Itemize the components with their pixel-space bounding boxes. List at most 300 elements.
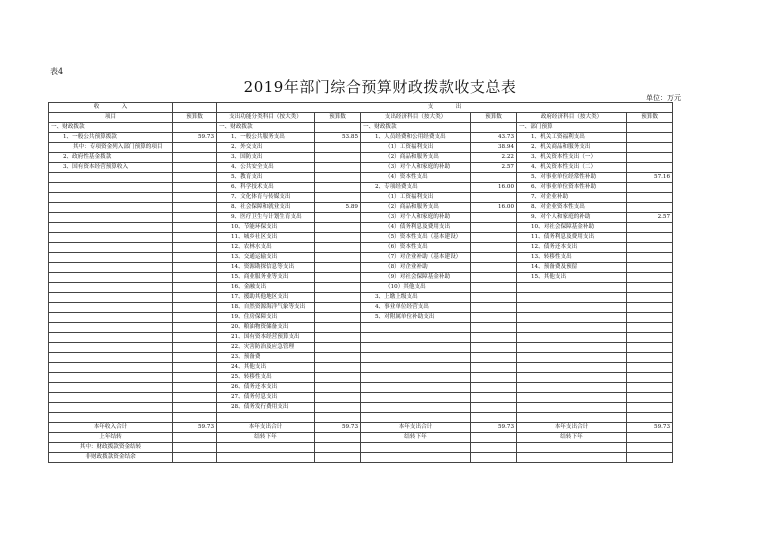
gov-item-amount [627,143,673,153]
empty-cell [49,303,173,313]
func-item-amount [315,383,361,393]
func-item-amount [315,253,361,263]
empty-cell [627,393,673,403]
func-item-name: 15、商业服务业等支出 [217,273,315,283]
empty-cell [471,333,517,343]
gov-item-name: 4、机关资本性支出（二） [517,163,627,173]
econ-item-name: （1）工资福利支出 [361,193,471,203]
col-budget: 预算数 [173,113,217,123]
econ-item-name: （7）对企业补助（基本建设） [361,253,471,263]
gov-item-name: 9、对个人和家庭的补助 [517,213,627,223]
empty-cell [173,393,217,403]
func-item-name: 16、金融支出 [217,283,315,293]
econ-item-amount [471,213,517,223]
empty-cell [361,383,471,393]
empty-cell [517,333,627,343]
empty-cell [173,293,217,303]
table-row [49,253,673,263]
gov-item-amount [627,153,673,163]
econ-item-name: （3）对个人和家庭的补助 [361,213,471,223]
table-row [49,273,673,283]
empty-cell [173,343,217,353]
expense-header: 支 出 [217,103,673,113]
col-gov: 政府经济科目（按大类） [517,113,627,123]
econ-total-amount: 59.73 [471,423,517,433]
econ-item-amount [471,263,517,273]
empty-cell [471,413,517,423]
econ-item-amount [471,173,517,183]
econ-item-amount: 16.00 [471,183,517,193]
gov-item-amount [627,163,673,173]
empty-cell [173,413,217,423]
func-item-amount [315,213,361,223]
func-item-amount [315,313,361,323]
income-item-name: 1、一般公共预算拨款 [49,133,173,143]
func-item-name: 13、交通运输支出 [217,253,315,263]
empty-cell [517,383,627,393]
table-row [49,133,673,143]
empty-cell [49,213,173,223]
col-budget: 预算数 [315,113,361,123]
empty-cell [517,393,627,403]
econ-item-amount [471,283,517,293]
empty-cell [173,303,217,313]
func-item-amount [315,323,361,333]
unit-label: 单位：万元 [646,94,681,102]
table-row [49,413,673,423]
empty-cell [361,403,471,413]
empty-cell [627,333,673,343]
gov-item-name: 13、转移性支出 [517,253,627,263]
func-item-amount [315,163,361,173]
empty-cell [49,193,173,203]
empty-cell [49,313,173,323]
empty-cell [217,413,315,423]
empty-cell [49,253,173,263]
func-item-name: 6、科学技术支出 [217,183,315,193]
econ-item-name: （1）工资福利支出 [361,143,471,153]
func-carry-out-label: 结转下年 [217,433,315,443]
gov-item-amount [627,203,673,213]
gov-item-name: 8、对企业资本性支出 [517,203,627,213]
econ-item-name: （5）资本性支出（基本建设） [361,233,471,243]
empty-cell [173,333,217,343]
gov-total-label: 本年支出合计 [517,423,627,433]
econ-item-amount: 2.57 [471,163,517,173]
func-item-name: 5、教育支出 [217,173,315,183]
empty-cell [471,383,517,393]
header-row-top [49,103,673,113]
table-row [49,393,673,403]
table-row [49,383,673,393]
gov-item-name: 1、机关工资福利支出 [517,133,627,143]
func-item-name: 1、一般公共服务支出 [217,133,315,143]
gov-item-name: 2、机关商品和服务支出 [517,143,627,153]
gov-item-amount [627,183,673,193]
empty-cell [361,343,471,353]
income-item-amount [173,143,217,153]
empty-cell [173,353,217,363]
carry-row [49,433,673,443]
econ-item-name: 1、人员经费和公用经费支出 [361,133,471,143]
func-item-name: 8、社会保障和就业支出 [217,203,315,213]
gov-item-name: 7、对企业补助 [517,193,627,203]
func-item-name: 24、其他支出 [217,363,315,373]
func-item-amount [315,283,361,293]
table-row [49,183,673,193]
empty-cell [49,263,173,273]
empty-cell [627,363,673,373]
table-row [49,323,673,333]
empty-cell [173,173,217,183]
empty-cell [517,293,627,303]
empty-cell [49,333,173,343]
func-item-name: 12、农林水支出 [217,243,315,253]
func-item-name: 19、住房保障支出 [217,313,315,323]
gov-item-amount: 2.57 [627,213,673,223]
func-item-name: 20、粮油物资储备支出 [217,323,315,333]
empty-cell [49,243,173,253]
empty-cell [49,353,173,363]
func-item-name: 7、文化体育与传媒支出 [217,193,315,203]
econ-item-name: （4）资本性支出 [361,173,471,183]
empty-cell [49,233,173,243]
gov-carry-out-label: 结转下年 [517,433,627,443]
func-item-amount [315,343,361,353]
empty-cell [173,193,217,203]
empty-cell [173,233,217,243]
col-budget: 预算数 [471,113,517,123]
econ-item-name: （9）对社会保障基金补助 [361,273,471,283]
func-item-name: 21、国有资本经营预算支出 [217,333,315,343]
carry-in-label: 上年结转 [49,433,173,443]
func-item-name: 10、节能环保支出 [217,223,315,233]
col-item: 项目 [49,113,173,123]
econ-item-name: （2）商品和服务支出 [361,153,471,163]
empty-cell [315,413,361,423]
empty-cell [517,343,627,353]
table-number: 表4 [50,67,64,76]
empty-cell [627,383,673,393]
table-row [49,173,673,183]
empty-cell [173,383,217,393]
func-item-amount [315,263,361,273]
table-row [49,243,673,253]
func-item-amount [315,363,361,373]
empty-cell [517,303,627,313]
table-row [49,353,673,363]
func-item-name: 18、自然资源海洋气象等支出 [217,303,315,313]
econ-item-amount [471,253,517,263]
econ-item-amount: 43.73 [471,133,517,143]
econ-item-amount [471,243,517,253]
income-item-amount [173,153,217,163]
table-row [49,333,673,343]
func-item-name: 14、资源勘探信息等支出 [217,263,315,273]
func-item-name: 9、医疗卫生与计划生育支出 [217,213,315,223]
func-item-name: 23、预备费 [217,353,315,363]
income-item-amount [173,123,217,133]
table-row [49,363,673,373]
econ-item-name: （4）债务利息及费用支出 [361,223,471,233]
econ-item-name: （3）对个人和家庭的补助 [361,163,471,173]
table-row [49,403,673,413]
func-item-name: 22、灾害防治及应急管理 [217,343,315,353]
econ-carry-out-label: 结转下年 [361,433,471,443]
empty-cell [49,383,173,393]
carry-in-fin-label: 其中：财政拨款资金结转 [49,443,173,453]
empty-cell [49,343,173,353]
econ-item-amount [471,313,517,323]
gov-item-amount [627,193,673,203]
empty-cell [49,413,173,423]
col-func: 支出功能分类科目（按大类） [217,113,315,123]
empty-cell [471,403,517,413]
carry-in-nonfin-label: 非财政拨款资金结余 [49,453,173,463]
gov-item-amount [627,123,673,133]
func-item-amount [315,243,361,253]
income-header: 收 入 [49,103,173,113]
empty-cell [627,313,673,323]
empty-cell [517,373,627,383]
gov-item-name: 14、预备费及预留 [517,263,627,273]
func-item-amount [315,173,361,183]
empty-cell [49,223,173,233]
empty-cell [627,293,673,303]
empty-cell [173,223,217,233]
gov-item-amount [627,133,673,143]
income-item-name: 2、政府性基金拨款 [49,153,173,163]
table-row [49,223,673,233]
empty-cell [173,253,217,263]
gov-item-name: 12、债务还本支出 [517,243,627,253]
func-item-amount [315,183,361,193]
econ-item-name: 2、专项经费支出 [361,183,471,193]
empty-cell [361,363,471,373]
econ-item-amount: 2.22 [471,153,517,163]
econ-item-name: 3、上缴上级支出 [361,293,471,303]
empty-cell [627,373,673,383]
empty-cell [627,403,673,413]
empty-cell [517,283,627,293]
econ-item-amount: 38.94 [471,143,517,153]
func-item-amount [315,193,361,203]
func-item-name: 27、债务付息支出 [217,393,315,403]
func-item-name: 一、财政拨款 [217,123,315,133]
table-row [49,263,673,273]
func-item-amount [315,153,361,163]
econ-item-name: 4、事业单位经营支出 [361,303,471,313]
table-row [49,233,673,243]
econ-item-name: 一、财政拨款 [361,123,471,133]
table-row [49,143,673,153]
budget-table [48,102,673,463]
econ-item-name: （8）对企业补助 [361,263,471,273]
gov-item-name: 3、机关资本性支出（一） [517,153,627,163]
econ-item-name: （2）商品和服务支出 [361,203,471,213]
page-title: 2019年部门综合预算财政拨款收支总表 [243,78,517,96]
empty-cell [627,323,673,333]
carry-nonfin-row [49,453,673,463]
empty-cell [49,373,173,383]
gov-item-amount [627,273,673,283]
func-item-name: 28、债务发行费用支出 [217,403,315,413]
empty-cell [361,323,471,333]
econ-item-name: （6）资本性支出 [361,243,471,253]
empty-cell [173,373,217,383]
empty-cell [49,393,173,403]
empty-cell [173,203,217,213]
empty-cell [361,393,471,403]
table-row [49,303,673,313]
empty-cell [627,413,673,423]
gov-item-name: 15、其他支出 [517,273,627,283]
empty-cell [471,353,517,363]
empty-cell [471,323,517,333]
table-row [49,213,673,223]
func-item-name: 2、外交支出 [217,143,315,153]
empty-cell [517,363,627,373]
empty-cell [361,373,471,383]
table-row [49,163,673,173]
empty-cell [173,213,217,223]
func-item-amount [315,373,361,383]
empty-cell [173,263,217,273]
gov-item-amount [627,243,673,253]
table-row [49,123,673,133]
empty-cell [517,313,627,323]
gov-total-amount: 59.73 [627,423,673,433]
table-row [49,343,673,353]
totals-row [49,423,673,433]
empty-cell [173,313,217,323]
empty-cell [49,323,173,333]
empty-cell [49,283,173,293]
empty-cell [517,403,627,413]
gov-item-name: 11、债务利息及费用支出 [517,233,627,243]
gov-item-name: 10、对社会保障基金补助 [517,223,627,233]
col-econ: 支出经济科目（按大类） [361,113,471,123]
empty-cell [173,183,217,193]
empty-cell [49,173,173,183]
econ-item-amount [471,273,517,283]
econ-item-amount [471,293,517,303]
gov-item-name: 6、对事业单位资本性补助 [517,183,627,193]
func-total-amount: 59.73 [315,423,361,433]
empty-cell [49,293,173,303]
func-item-amount [315,303,361,313]
econ-item-name: （10）其他支出 [361,283,471,293]
econ-item-amount [471,123,517,133]
empty-cell [627,353,673,363]
empty-cell [173,273,217,283]
gov-item-amount [627,263,673,273]
func-item-amount [315,273,361,283]
econ-item-name: 5、对附属单位补助支出 [361,313,471,323]
empty-cell [471,373,517,383]
gov-item-amount: 57.16 [627,173,673,183]
econ-item-amount [471,303,517,313]
empty-cell [49,183,173,193]
func-item-amount [315,123,361,133]
header-row-columns [49,113,673,123]
table-row [49,283,673,293]
empty-cell [49,363,173,373]
func-total-label: 本年支出合计 [217,423,315,433]
empty-cell [627,283,673,293]
gov-item-amount [627,223,673,233]
empty-cell [173,403,217,413]
empty-cell [49,403,173,413]
table-row [49,203,673,213]
empty-cell [517,413,627,423]
func-item-name: 25、转移性支出 [217,373,315,383]
func-item-amount: 53.85 [315,133,361,143]
gov-item-amount [627,253,673,263]
empty-cell [173,363,217,373]
func-item-amount [315,143,361,153]
empty-cell [173,243,217,253]
empty-cell [361,413,471,423]
carry-fin-row [49,443,673,453]
empty-cell [517,323,627,333]
func-item-name: 4、公共安全支出 [217,163,315,173]
empty-cell [49,273,173,283]
func-item-amount [315,333,361,343]
econ-item-amount [471,233,517,243]
empty-cell [471,343,517,353]
func-item-amount [315,393,361,403]
empty-cell [173,283,217,293]
func-item-name: 11、城乡社区支出 [217,233,315,243]
income-item-name: 其中：专项资金列入部门预算的项目 [49,143,173,153]
empty-cell [471,393,517,403]
func-item-amount [315,403,361,413]
func-item-name: 3、国防支出 [217,153,315,163]
func-item-amount [315,353,361,363]
func-item-amount: 5.89 [315,203,361,213]
table-row [49,193,673,203]
empty-cell [627,303,673,313]
income-total-amount: 59.73 [173,423,217,433]
gov-item-name: 一、部门预算 [517,123,627,133]
func-item-amount [315,233,361,243]
empty-cell [173,323,217,333]
func-item-name: 26、债务还本支出 [217,383,315,393]
econ-total-label: 本年支出合计 [361,423,471,433]
income-item-amount: 59.73 [173,133,217,143]
func-item-name: 17、援助其他地区支出 [217,293,315,303]
empty-cell [471,363,517,373]
table-row [49,313,673,323]
func-item-amount [315,223,361,233]
empty-cell [361,353,471,363]
col-budget: 预算数 [627,113,673,123]
empty-cell [517,353,627,363]
table-row [49,373,673,383]
income-item-name: 3、国有资本经营预算收入 [49,163,173,173]
gov-item-amount [627,233,673,243]
econ-item-amount [471,223,517,233]
econ-item-amount [471,193,517,203]
gov-item-name: 5、对事业单位经常性补助 [517,173,627,183]
income-item-name: 一、财政拨款 [49,123,173,133]
table-row [49,153,673,163]
empty-cell [361,333,471,343]
income-item-amount [173,163,217,173]
empty-cell [49,203,173,213]
func-item-amount [315,293,361,303]
